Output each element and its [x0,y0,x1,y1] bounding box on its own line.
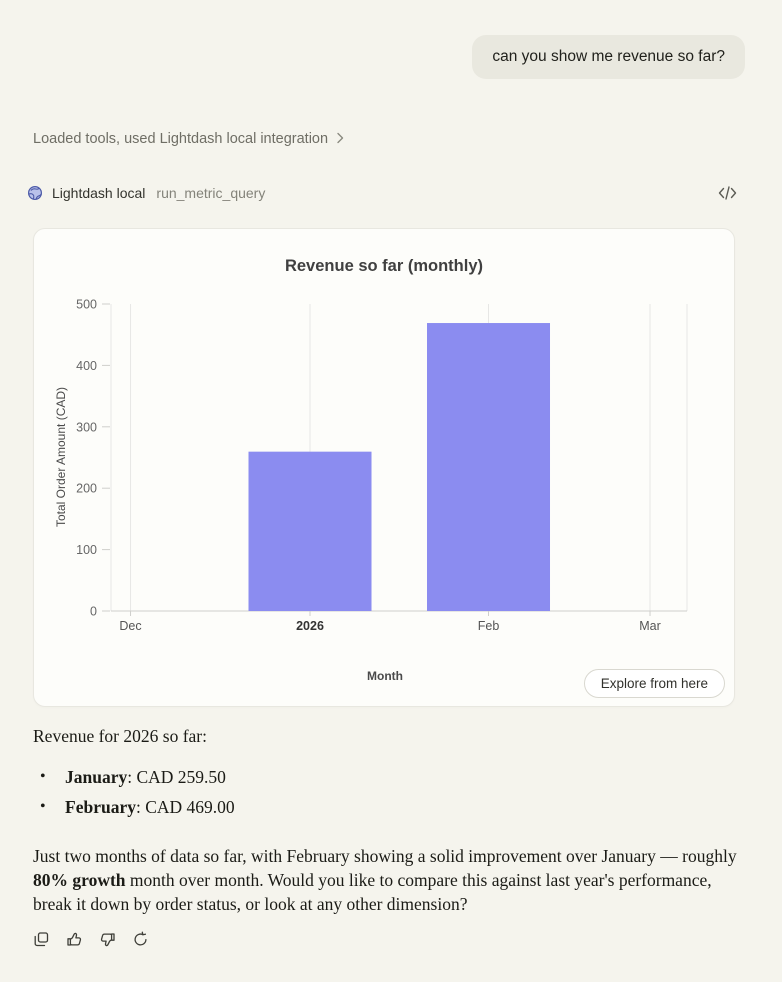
bar-chart [34,229,736,699]
svg-text:0: 0 [90,604,97,619]
chart-bars[interactable] [249,323,551,611]
bar-February 2026[interactable] [427,323,550,611]
thumbs-up-icon[interactable] [65,930,83,948]
tool-call-row [27,184,737,202]
user-message-bubble [472,35,745,79]
chevron-right-icon [335,132,345,147]
list-item: • February: CAD 469.00 [33,792,749,822]
bar-January 2026[interactable] [249,452,372,611]
chart-title: Revenue so far (monthly) [284,257,484,275]
tool-server-name: Lightdash local [52,185,146,201]
svg-text:200: 200 [76,481,97,496]
user-message-text: can you show me revenue so far? [492,48,725,65]
globe-icon [27,185,43,201]
chart-card [33,228,735,707]
copy-icon[interactable] [32,930,50,948]
tool-status-label: Loaded tools, used Lightdash local integration [33,131,329,147]
svg-text:500: 500 [76,297,97,312]
tool-name: run_metric_query [156,185,266,201]
y-axis-title: Total Order Amount (CAD) [54,386,68,528]
svg-text:Mar: Mar [639,619,661,633]
code-icon[interactable] [718,186,737,200]
x-axis-title: Month [367,669,403,683]
svg-text:Feb: Feb [477,619,500,633]
thumbs-down-icon[interactable] [98,930,116,948]
svg-text:Dec: Dec [119,619,142,633]
list-item: • January: CAD 259.50 [33,762,749,792]
message-actions [32,930,149,948]
assistant-response [33,724,749,916]
explore-from-here-button[interactable]: Explore from here [584,669,725,698]
chart-gridlines [111,304,687,611]
chart-axes [102,304,687,616]
svg-text:2026: 2026 [296,619,324,633]
revenue-list [33,762,749,822]
response-intro: Revenue for 2026 so far: [33,726,207,746]
svg-text:400: 400 [76,358,97,373]
response-paragraph: Just two months of data so far, with February showing a solid improvement over January — roughly 80% growth month over month. Would you like to compare this against last year's performance, break it down by order status, or look at any other dimension? [33,846,737,914]
svg-text:100: 100 [76,543,97,558]
svg-text:300: 300 [76,420,97,435]
retry-icon[interactable] [131,930,149,948]
tool-status-toggle[interactable] [33,131,345,147]
